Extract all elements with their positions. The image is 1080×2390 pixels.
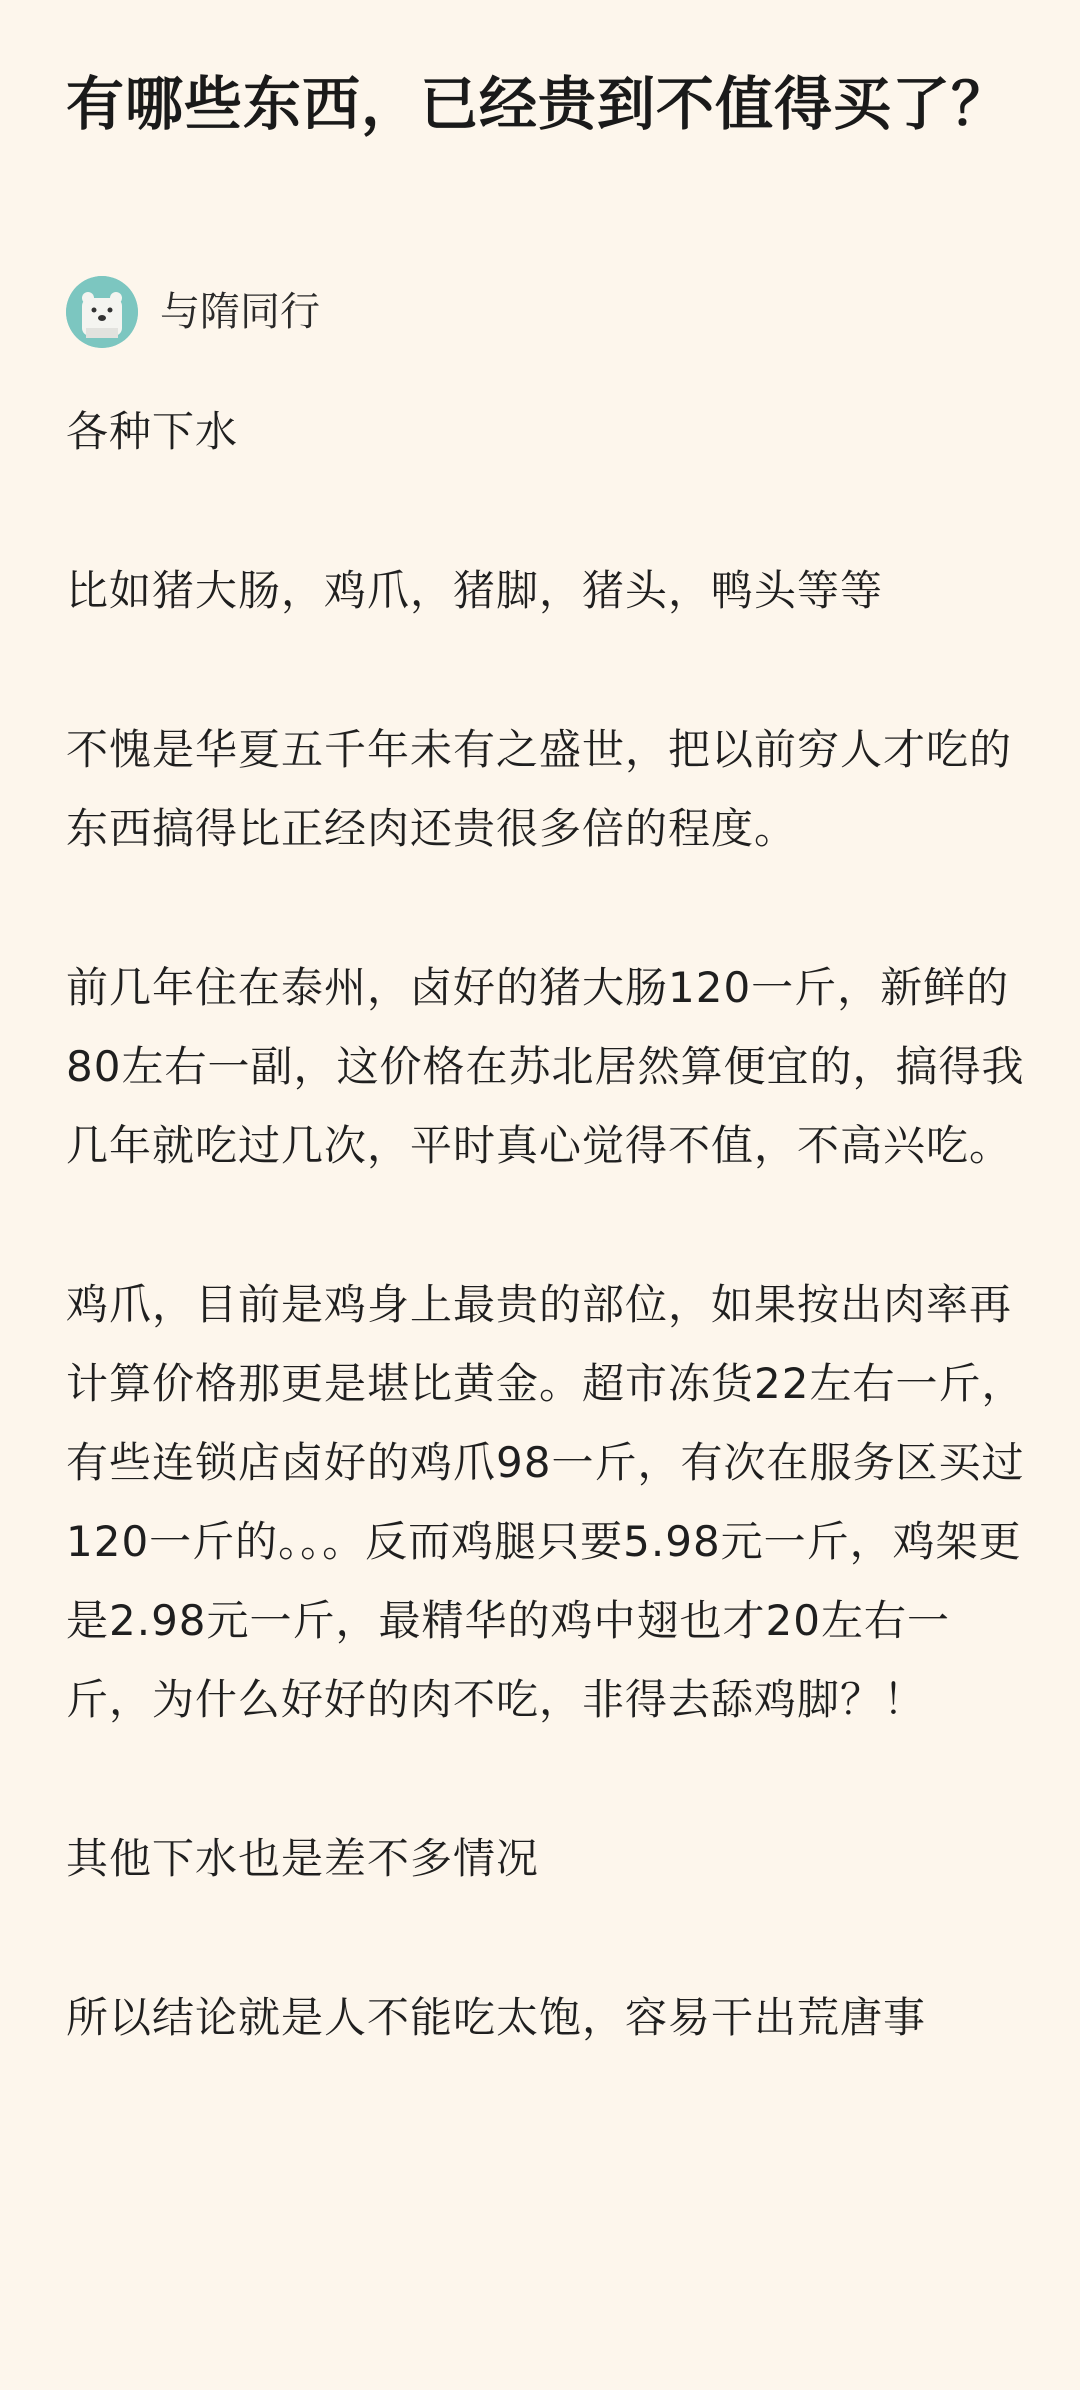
answer-paragraph: 所以结论就是人不能吃太饱，容易干出荒唐事 — [66, 1993, 927, 2042]
answer-paragraph: 前几年住在泰州，卤好的猪大肠120一斤，新鲜的80左右一副，这价格在苏北居然算便宜的，搞得我几年就吃过几次，平时真心觉得不值，不高兴吃。 — [66, 963, 1025, 1170]
polar-bear-avatar-icon — [66, 276, 138, 348]
question-title[interactable]: 有哪些东西，已经贵到不值得买了？ — [66, 70, 1011, 138]
author-name[interactable]: 与隋同行 — [160, 289, 320, 335]
answer-paragraph: 各种下水 — [66, 407, 239, 456]
answer-content — [66, 392, 1026, 2137]
answer-paragraph: 其他下水也是差不多情况 — [66, 1834, 540, 1883]
answer-paragraph: 鸡爪，目前是鸡身上最贵的部位，如果按出肉率再计算价格那更是堪比黄金。超市冻货22左右一斤，有些连锁店卤好的鸡爪98一斤，有次在服务区买过120一斤的。。。反而鸡腿只要5.98元一斤，鸡架更是2.98元一斤，最精华的鸡中翅也才20左右一斤，为什么好好的肉不吃，非得去舔鸡脚？！ — [66, 1280, 1025, 1724]
answer-paragraph: 不愧是华夏五千年未有之盛世，把以前穷人才吃的东西搞得比正经肉还贵很多倍的程度。 — [66, 725, 1013, 853]
author-avatar[interactable] — [66, 276, 138, 348]
answer-paragraph: 比如猪大肠，鸡爪，猪脚，猪头，鸭头等等 — [66, 566, 884, 615]
author-row[interactable] — [66, 276, 320, 348]
